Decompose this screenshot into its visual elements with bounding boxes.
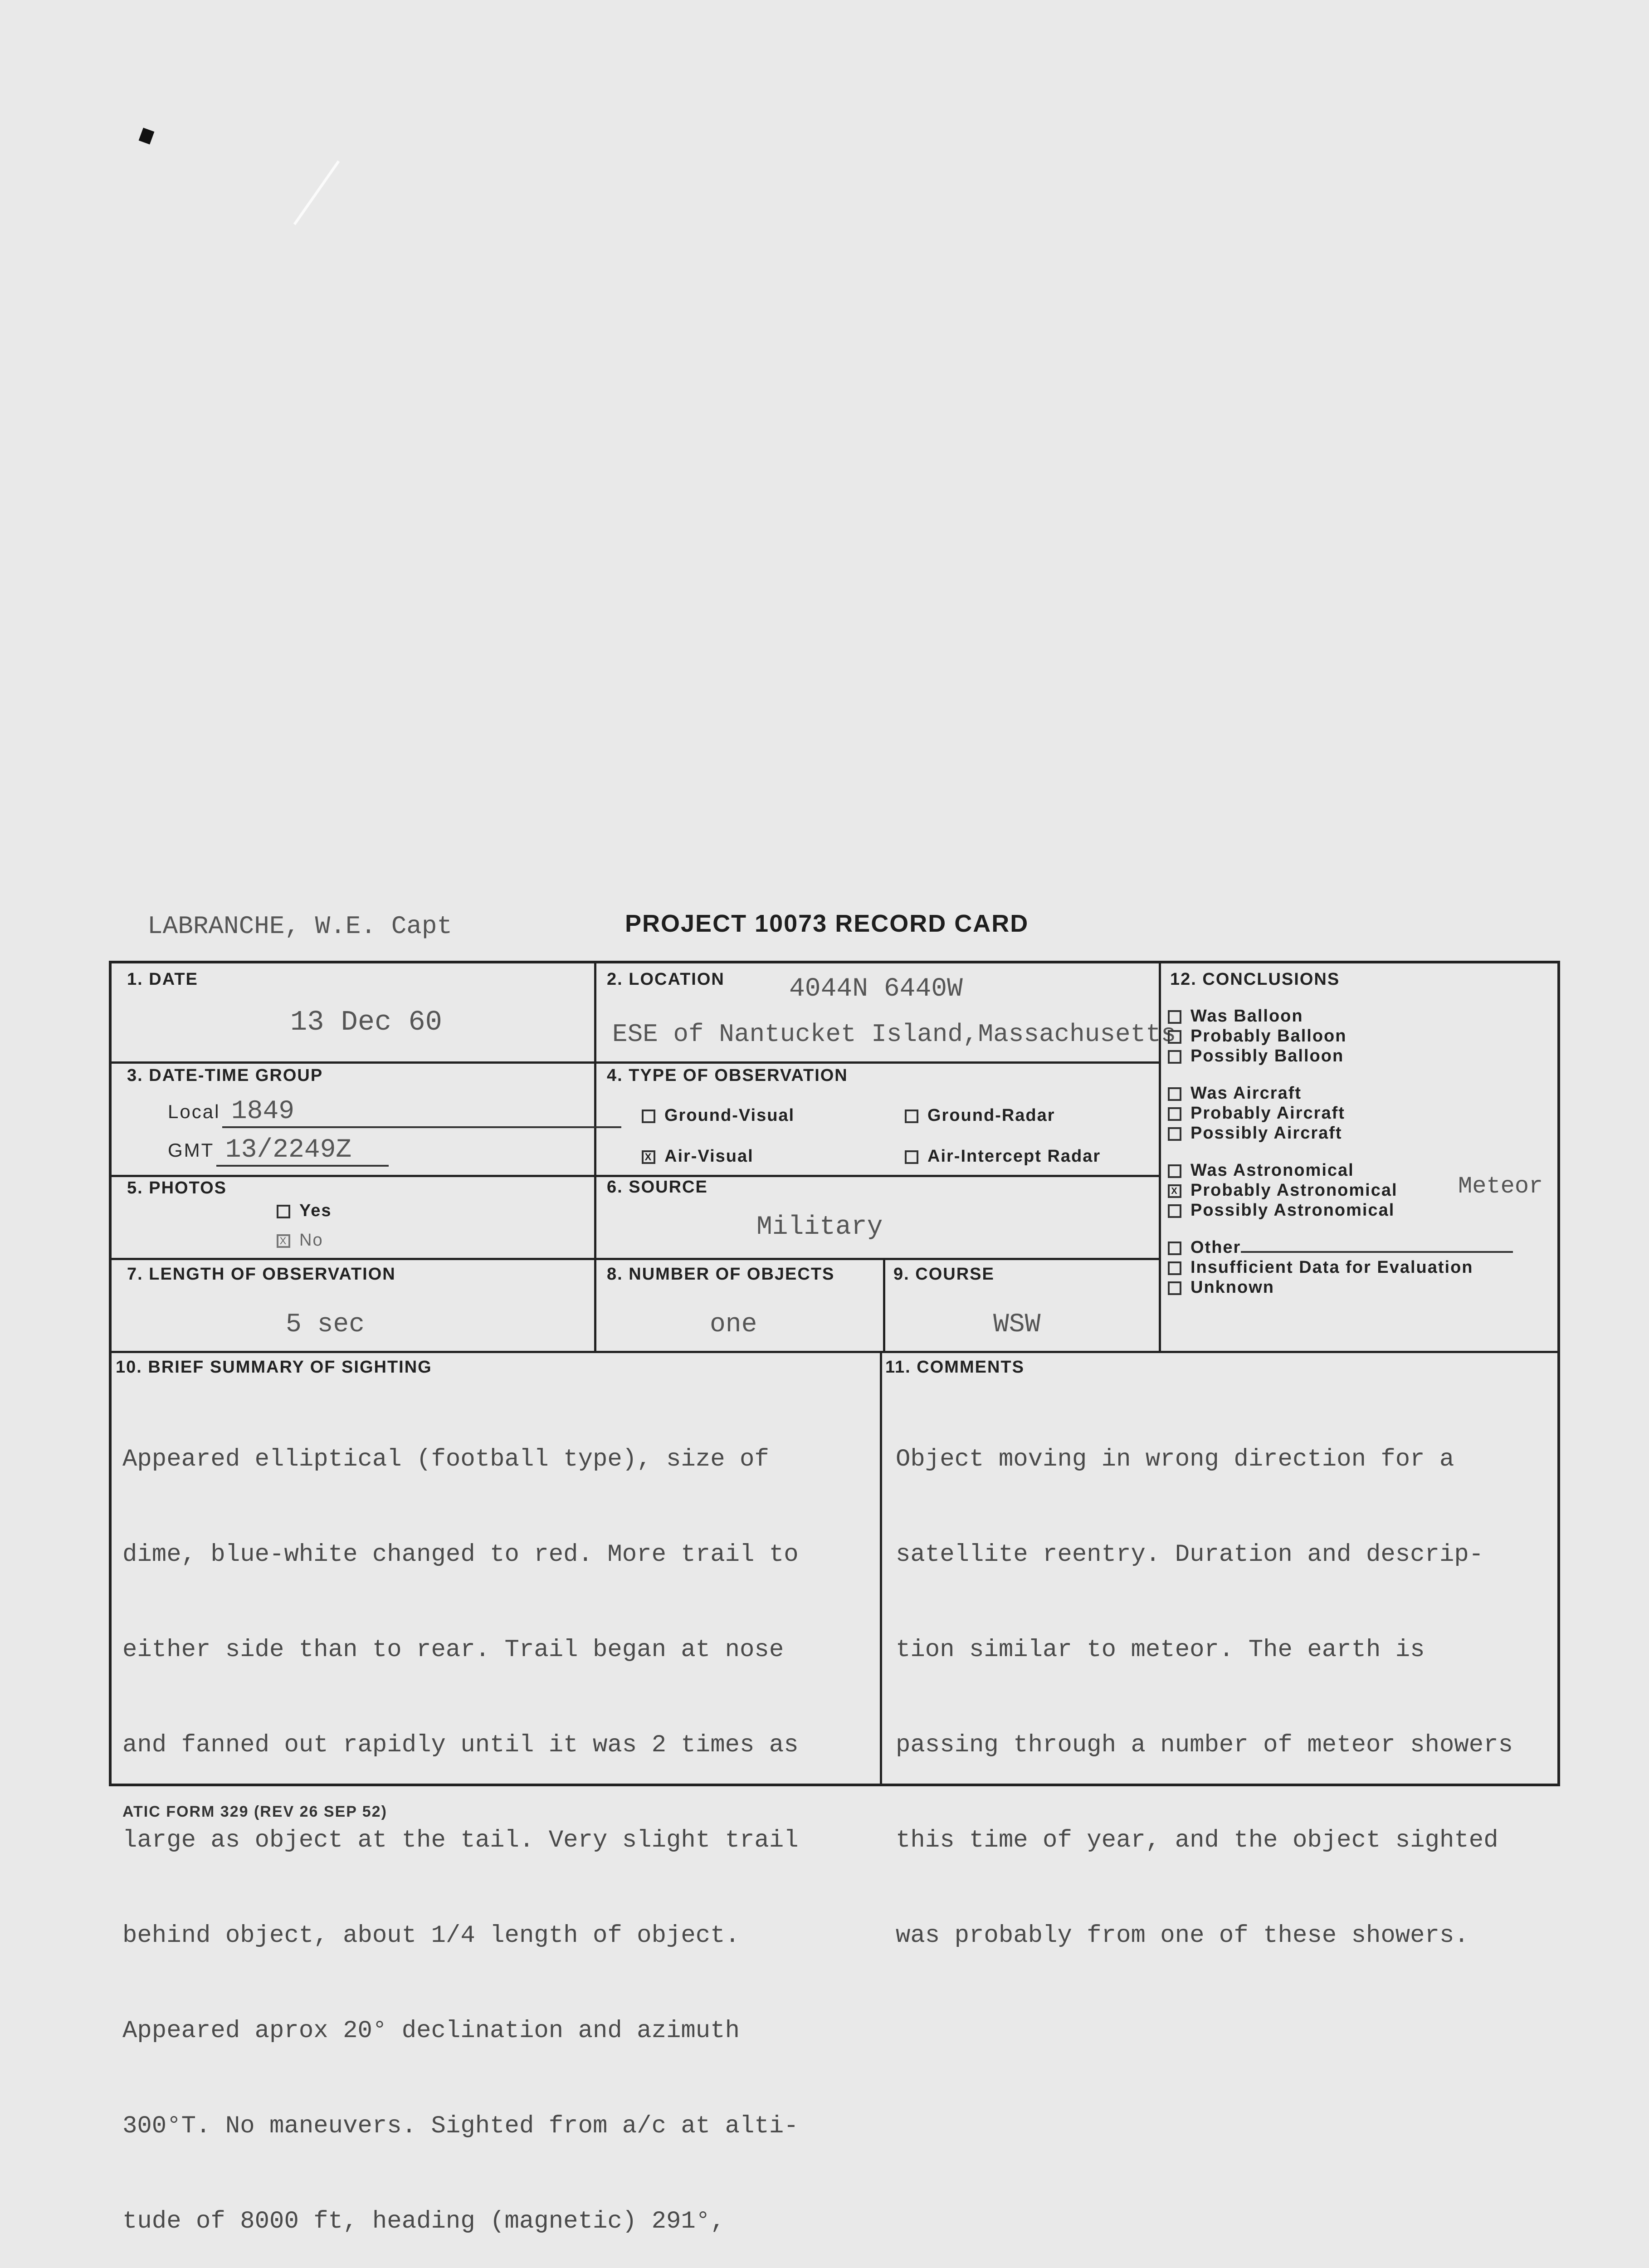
- dtg-local-value: 1849: [222, 1097, 621, 1128]
- conclusion-group-other: [1168, 1237, 1553, 1297]
- scan-mark: [139, 127, 155, 144]
- date-value: 13 Dec 60: [290, 1006, 442, 1038]
- conclusion-group-aircraft: [1168, 1083, 1553, 1143]
- other-fill-line: [1241, 1242, 1513, 1253]
- summary-text: [122, 1380, 799, 2268]
- checkbox: [905, 1110, 918, 1123]
- checkbox: [1168, 1107, 1181, 1121]
- conclusion-item: Possibly Aircraft: [1168, 1123, 1553, 1143]
- length-value: 5 sec: [286, 1310, 365, 1339]
- checkbox-marked: X: [1168, 1184, 1181, 1198]
- summary-line: dime, blue-white changed to red. More trail to: [122, 1541, 799, 1569]
- comments-text: [896, 1380, 1513, 2015]
- conclusion-item: Possibly Astronomical: [1168, 1200, 1553, 1220]
- summary-line: either side than to rear. Trail began at nose: [122, 1636, 784, 1664]
- checkbox: [1168, 1204, 1181, 1218]
- dtg-gmt-value: 13/2249Z: [216, 1135, 389, 1167]
- obs-ground-visual: Ground-Visual: [642, 1106, 795, 1125]
- conclusion-item: Unknown: [1168, 1277, 1553, 1297]
- checkbox: [642, 1110, 655, 1123]
- photos-no: X No: [277, 1231, 323, 1250]
- source-label: 6. SOURCE: [607, 1178, 708, 1197]
- summary-line: tude of 8000 ft, heading (magnetic) 291°,: [122, 2208, 725, 2235]
- summary-label: 10. BRIEF SUMMARY OF SIGHTING: [116, 1358, 432, 1377]
- dtg-local: [168, 1097, 621, 1128]
- course-value: WSW: [993, 1310, 1041, 1339]
- source-value: Military: [756, 1212, 883, 1242]
- checkbox: [1168, 1087, 1181, 1101]
- location-coords: 4044N 6440W: [789, 974, 963, 1004]
- comments-line: Object moving in wrong direction for a: [896, 1446, 1454, 1473]
- conclusion-item: Insufficient Data for Evaluation: [1168, 1257, 1553, 1277]
- num-objects-label: 8. NUMBER OF OBJECTS: [607, 1265, 835, 1284]
- scan-scratch: [293, 161, 340, 225]
- observation-type-label: 4. TYPE OF OBSERVATION: [607, 1066, 848, 1085]
- checkbox-marked: X: [642, 1150, 655, 1164]
- location-description: ESE of Nantucket Island,Massachusetts: [612, 1020, 1176, 1049]
- summary-line: Appeared elliptical (football type), size of: [122, 1446, 769, 1473]
- course-label: 9. COURSE: [893, 1265, 995, 1284]
- dtg-label: 3. DATE-TIME GROUP: [127, 1066, 323, 1085]
- comments-label: 11. COMMENTS: [885, 1358, 1025, 1377]
- summary-line: 300°T. No maneuvers. Sighted from a/c at alti-: [122, 2112, 799, 2140]
- comments-line: this time of year, and the object sighted: [896, 1827, 1498, 1854]
- form-id: ATIC FORM 329 (REV 26 SEP 52): [122, 1803, 387, 1820]
- conclusion-item: Was Astronomical: [1168, 1160, 1553, 1180]
- conclusion-item: Was Balloon: [1168, 1006, 1553, 1026]
- checkbox: [1168, 1164, 1181, 1178]
- length-label: 7. LENGTH OF OBSERVATION: [127, 1265, 396, 1284]
- location-label: 2. LOCATION: [607, 970, 725, 989]
- conclusion-group-astronomical: [1168, 1160, 1553, 1220]
- comments-line: satellite reentry. Duration and descrip-: [896, 1541, 1484, 1569]
- photos-yes: Yes: [277, 1201, 332, 1221]
- investigator-name: LABRANCHE, W.E. Capt: [147, 912, 453, 941]
- checkbox-marked: X: [277, 1234, 290, 1248]
- obs-air-visual: X Air-Visual: [642, 1147, 754, 1166]
- summary-line: behind object, about 1/4 length of object.: [122, 1922, 740, 1950]
- comments-line: tion similar to meteor. The earth is: [896, 1636, 1425, 1664]
- summary-line: and fanned out rapidly until it was 2 times as: [122, 1731, 799, 1759]
- conclusion-item: Possibly Balloon: [1168, 1046, 1553, 1066]
- summary-line: large as object at the tail. Very slight trail: [122, 1827, 799, 1854]
- comments-line: was probably from one of these showers.: [896, 1922, 1469, 1950]
- astronomical-note: Meteor: [1458, 1173, 1543, 1200]
- obs-air-intercept-radar: Air-Intercept Radar: [905, 1147, 1101, 1166]
- checkbox: [277, 1205, 290, 1218]
- dtg-local-label: Local: [168, 1101, 220, 1122]
- dtg-gmt: [168, 1135, 389, 1167]
- num-objects-value: one: [710, 1310, 757, 1339]
- checkbox: [1168, 1010, 1181, 1024]
- checkbox: [1168, 1050, 1181, 1064]
- obs-ground-radar: Ground-Radar: [905, 1106, 1055, 1125]
- checkbox: [1168, 1242, 1181, 1255]
- checkbox: [1168, 1261, 1181, 1275]
- conclusion-group-balloon: [1168, 1006, 1553, 1066]
- conclusion-item: Probably Aircraft: [1168, 1103, 1553, 1123]
- conclusion-item: Was Aircraft: [1168, 1083, 1553, 1103]
- card-title: PROJECT 10073 RECORD CARD: [625, 910, 1029, 937]
- conclusion-item: Other: [1168, 1237, 1553, 1257]
- conclusions-label: 12. CONCLUSIONS: [1170, 970, 1340, 989]
- checkbox: [1168, 1281, 1181, 1295]
- conclusions-list: [1168, 1006, 1553, 1297]
- checkbox: [905, 1150, 918, 1164]
- date-label: 1. DATE: [127, 970, 198, 989]
- photos-label: 5. PHOTOS: [127, 1178, 227, 1198]
- comments-line: passing through a number of meteor showers: [896, 1731, 1513, 1759]
- checkbox: [1168, 1127, 1181, 1141]
- dtg-gmt-label: GMT: [168, 1139, 215, 1161]
- conclusion-item: Probably Balloon: [1168, 1026, 1553, 1046]
- summary-line: Appeared aprox 20° declination and azimuth: [122, 2017, 740, 2045]
- checkbox: [1168, 1030, 1181, 1044]
- conclusion-item: X Probably Astronomical: [1168, 1180, 1553, 1200]
